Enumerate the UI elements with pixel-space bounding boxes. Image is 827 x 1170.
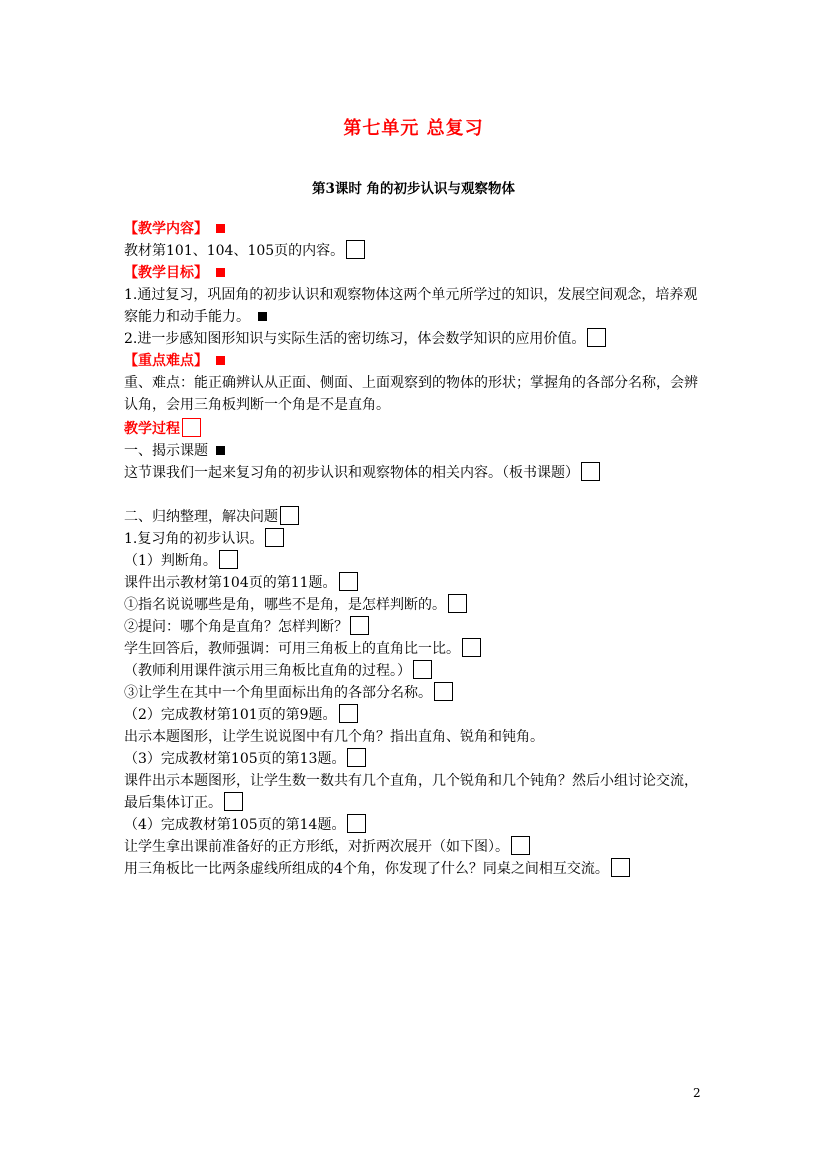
section-2-para-4: ①指名说说哪些是角，哪些不是角，是怎样判断的。: [124, 597, 446, 613]
goal-2-text: 2.进一步感知图形知识与实际生活的密切练习，体会数学知识的应用价值。: [124, 331, 586, 347]
heading-teaching-process: 教学过程: [124, 421, 180, 437]
section-2-para-15: 用三角板比一比两条虚线所组成的4个角，你发现了什么？同桌之间相互交流。: [124, 861, 609, 877]
checkbox-square: [280, 506, 299, 525]
checkbox-square: [611, 858, 630, 877]
section-2-para-7: （教师利用课件演示用三角板比直角的过程。）: [124, 663, 411, 679]
unit-title: 第七单元 总复习: [343, 118, 484, 139]
section-2-para-12: 课件出示本题图形，让学生数一数共有几个直角，几个锐角和几个钝角？然后小组讨论交流，最后集体订正。: [124, 773, 698, 811]
section-2-para-3: 课件出示教材第104页的第11题。: [124, 575, 337, 591]
red-square-mark: [216, 356, 225, 365]
checkbox-square: [581, 462, 600, 481]
lesson-subtitle: 第3课时 角的初步认识与观察物体: [311, 181, 516, 197]
checkbox-square: [347, 748, 366, 767]
checkbox-square: [339, 704, 358, 723]
checkbox-square: [448, 594, 467, 613]
red-square-mark: [216, 268, 225, 277]
section-2-para-13: （4）完成教材第105页的第14题。: [124, 817, 346, 833]
section-2-para-10: 出示本题图形，让学生说说图中有几个角？指出直角、锐角和钝角。: [124, 729, 544, 745]
page-number: 2: [693, 1086, 701, 1100]
section-1-text: 这节课我们一起来复习角的初步认识和观察物体的相关内容。（板书课题）: [124, 465, 579, 481]
section-2-para-2: （1）判断角。: [124, 553, 217, 569]
heading-key-points: 【重点难点】: [124, 353, 208, 369]
heading-teaching-goals: 【教学目标】: [124, 265, 208, 281]
checkbox-square: [219, 550, 238, 569]
checkbox-square: [339, 572, 358, 591]
checkbox-square: [587, 328, 606, 347]
black-square-mark: [258, 312, 267, 321]
section-2-para-14: 让学生拿出课前准备好的正方形纸，对折两次展开（如下图）。: [124, 839, 509, 855]
section-1-title: 一、揭示课题: [124, 443, 208, 459]
red-checkbox-square: [182, 418, 201, 437]
checkbox-square: [434, 682, 453, 701]
section-2-para-1: 1.复习角的初步认识。: [124, 531, 264, 547]
section-2-para-11: （3）完成教材第105页的第13题。: [124, 751, 346, 767]
heading-teaching-content: 【教学内容】: [124, 221, 208, 237]
section-2-para-9: （2）完成教材第101页的第9题。: [124, 707, 337, 723]
section-2-para-6: 学生回答后，教师强调：可用三角板上的直角比一比。: [124, 641, 460, 657]
checkbox-square: [224, 792, 243, 811]
red-square-mark: [216, 224, 225, 233]
document-body: [124, 218, 709, 880]
section-2-para-5: ②提问：哪个角是直角？怎样判断？: [124, 619, 348, 635]
goal-1-text: 1.通过复习，巩固角的初步认识和观察物体这两个单元所学过的知识，发展空间观念，培养观察能力和动手能力。: [124, 287, 698, 325]
checkbox-square: [462, 638, 481, 657]
content-text: 教材第101、104、105页的内容。: [124, 243, 345, 259]
section-2-title: 二、归纳整理，解决问题: [124, 509, 278, 525]
checkbox-square: [350, 616, 369, 635]
black-square-mark: [216, 446, 225, 455]
key-points-text: 重、难点：能正确辨认从正面、侧面、上面观察到的物体的形状；掌握角的各部分名称，会辨认角，会用三角板判断一个角是不是直角。: [124, 375, 698, 413]
checkbox-square: [346, 240, 365, 259]
checkbox-square: [511, 836, 530, 855]
checkbox-square: [265, 528, 284, 547]
checkbox-square: [413, 660, 432, 679]
checkbox-square: [347, 814, 366, 833]
section-2-para-8: ③让学生在其中一个角里面标出角的各部分名称。: [124, 685, 432, 701]
